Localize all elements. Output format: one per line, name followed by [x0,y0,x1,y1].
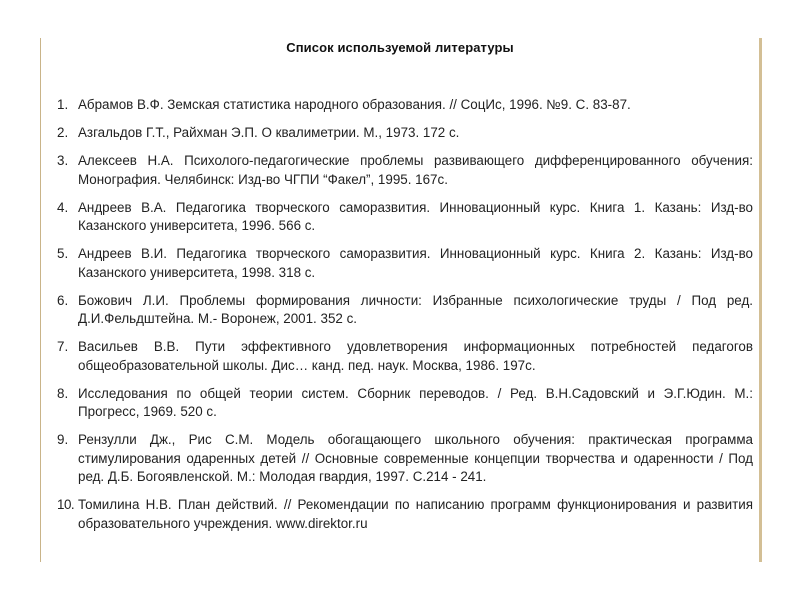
reference-item-5 [57,245,753,282]
reference-number: 3. [57,153,69,168]
reference-item-3 [57,152,753,189]
reference-text: Андреев В.А. Педагогика творческого саморазвития. Инновационный курс. Книга 1. Казань: Изд-во Казанского университета, 1996. 566 с. [78,199,753,233]
reference-item-7 [57,338,753,375]
reference-number: 7. [57,339,69,354]
reference-item-1 [57,96,753,115]
reference-number: 4. [57,199,69,215]
reference-item-4 [57,199,753,236]
reference-item-10 [57,496,753,533]
left-border-line [40,38,41,562]
reference-text: Рензулли Дж., Рис С.М. Модель обогащающего школьного обучения: практическая программа стимулирования одаренных детей // Основные современные концепции творчества и одаренности / Под ред. Д.Б. Богоявленской. М.: Молодая гвардия, 1997. С.214 - 241. [78,432,753,484]
reference-number: 1. [57,97,69,112]
reference-number: 8. [57,385,69,401]
reference-text: Томилина Н.В. План действий. // Рекомендации по написанию программ функционирования и развития образовательного учреждения. www.direktor.ru [78,497,753,531]
reference-text: Андреев В.И. Педагогика творческого саморазвития. Инновационный курс. Книга 2. Казань: Изд-во Казанского университета, 1998. 318 с. [78,246,753,280]
reference-text: Абрамов В.Ф. Земская статистика народного образования. // СоцИс, 1996. №9. С. 83-87. [78,97,631,112]
reference-item-9 [57,431,753,487]
reference-number: 10. [57,497,75,512]
reference-text: Алексеев Н.А. Психолого-педагогические проблемы развивающего дифференцированного обучения: Монография. Челябинск: Изд-во ЧГПИ “Факел”, 1995. 167с. [78,153,753,187]
reference-item-6 [57,292,753,329]
reference-list [57,96,753,543]
reference-item-2 [57,124,753,143]
reference-number: 9. [57,432,69,447]
reference-text: Азгальдов Г.Т., Райхман Э.П. О квалиметрии. М., 1973. 172 с. [78,125,460,140]
reference-item-8 [57,385,753,422]
right-border-line [759,38,762,562]
reference-number: 5. [57,246,69,261]
reference-text: Божович Л.И. Проблемы формирования личности: Избранные психологические труды / Под ред. Д.И.Фельдштейна. М.- Воронеж, 2001. 352 с. [78,292,753,326]
reference-number: 2. [57,125,69,140]
reference-text: Васильев В.В. Пути эффективного удовлетворения информационных потребностей педагогов общеобразовательной школы. Дис… канд. пед. наук. Москва, 1986. 197с. [78,339,753,373]
reference-number: 6. [57,292,69,308]
reference-text: Исследования по общей теории систем. Сборник переводов. / Ред. В.Н.Садовский и Э.Г.Юдин. М.: Прогресс, 1969. 520 с. [78,385,753,419]
page-title: Список используемой литературы [286,40,514,55]
